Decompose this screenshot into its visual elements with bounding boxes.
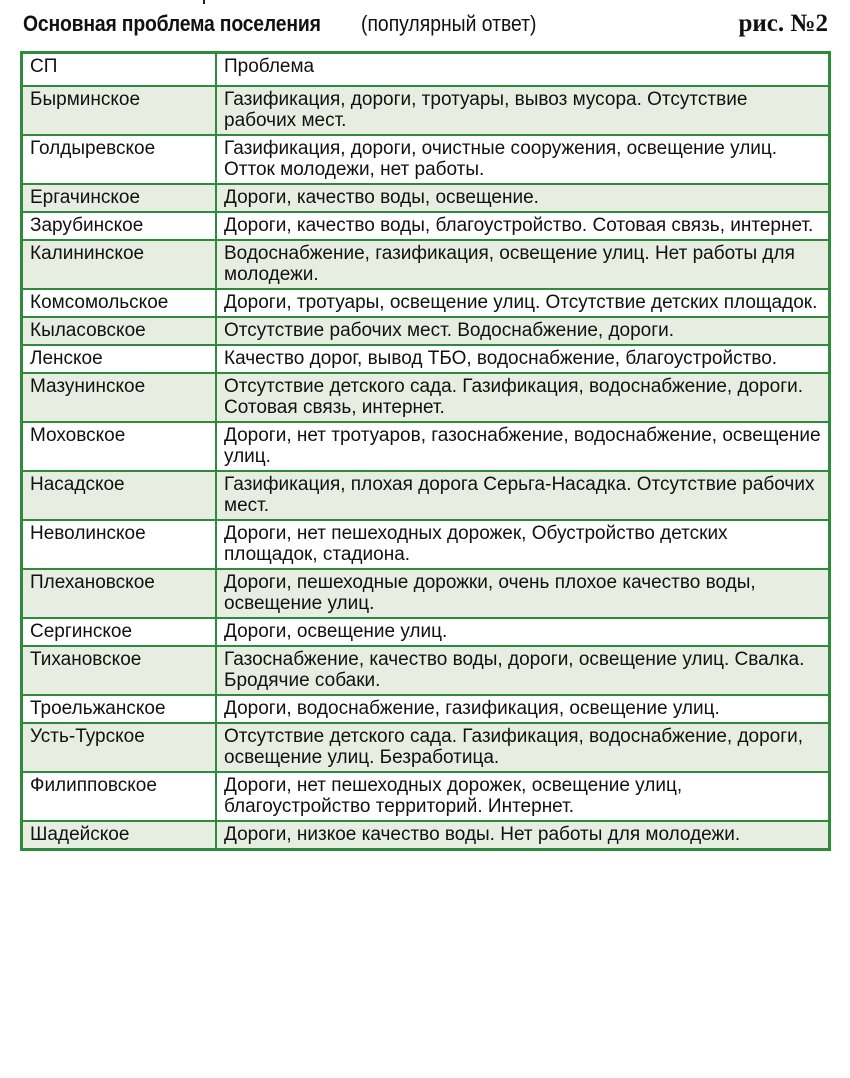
table-row: [22, 240, 830, 289]
problem-cell: Отсутствие детского сада. Газификация, водоснабжение, дороги. Сотовая связь, интернет.: [216, 373, 830, 422]
table-row: [22, 520, 830, 569]
table-row: [22, 772, 830, 821]
table-row: [22, 317, 830, 345]
table-row: [22, 821, 830, 850]
problems-table: [20, 51, 831, 851]
settlement-name-cell: Голдыревское: [22, 135, 217, 184]
settlement-name-cell: Ленское: [22, 345, 217, 373]
problem-cell: Дороги, низкое качество воды. Нет работы для молодежи.: [216, 821, 830, 850]
settlement-name-cell: Бырминское: [22, 86, 217, 135]
settlement-name-cell: Неволинское: [22, 520, 217, 569]
problem-cell: Качество дорог, вывод ТБО, водоснабжение, благоустройство.: [216, 345, 830, 373]
settlement-name-cell: Зарубинское: [22, 212, 217, 240]
table-row: [22, 345, 830, 373]
title-bold: Основная проблема поселения: [23, 11, 321, 36]
table-row: [22, 646, 830, 695]
settlement-name-cell: Мазунинское: [22, 373, 217, 422]
table-row: [22, 569, 830, 618]
table-row: [22, 618, 830, 646]
settlement-name-cell: Моховское: [22, 422, 217, 471]
problem-cell: Газификация, плохая дорога Серьга-Насадка. Отсутствие рабочих мест.: [216, 471, 830, 520]
title-subtitle: (популярный ответ): [361, 11, 537, 36]
table-row: [22, 373, 830, 422]
settlement-name-cell: Троельжанское: [22, 695, 217, 723]
problem-cell: Газификация, дороги, очистные сооружения, освещение улиц. Отток молодежи, нет работы.: [216, 135, 830, 184]
table-row: [22, 422, 830, 471]
table-row: [22, 86, 830, 135]
figure-label: рис. №2: [738, 10, 828, 37]
problem-cell: Дороги, нет тротуаров, газоснабжение, водоснабжение, освещение улиц.: [216, 422, 830, 471]
problem-cell: Отсутствие детского сада. Газификация, водоснабжение, дороги, освещение улиц. Безработица.: [216, 723, 830, 772]
settlement-name-cell: Тихановское: [22, 646, 217, 695]
settlement-name-cell: Усть-Турское: [22, 723, 217, 772]
settlement-name-cell: Сергинское: [22, 618, 217, 646]
table-row: [22, 289, 830, 317]
table-header-row: [22, 53, 830, 87]
column-header-sp: СП: [22, 53, 217, 87]
table-row: [22, 184, 830, 212]
table-row: [22, 212, 830, 240]
problem-cell: Газоснабжение, качество воды, дороги, освещение улиц. Свалка. Бродячие собаки.: [216, 646, 830, 695]
problem-cell: Дороги, нет пешеходных дорожек, освещение улиц, благоустройство территорий. Интернет.: [216, 772, 830, 821]
figure-header: [23, 10, 828, 44]
settlement-name-cell: Комсомольское: [22, 289, 217, 317]
settlement-name-cell: Ергачинское: [22, 184, 217, 212]
problem-cell: Дороги, нет пешеходных дорожек, Обустройство детских площадок, стадиона.: [216, 520, 830, 569]
table-row: [22, 471, 830, 520]
settlement-name-cell: Шадейское: [22, 821, 217, 850]
problem-cell: Дороги, качество воды, благоустройство. Сотовая связь, интернет.: [216, 212, 830, 240]
problem-cell: Дороги, тротуары, освещение улиц. Отсутствие детских площадок.: [216, 289, 830, 317]
problem-cell: Отсутствие рабочих мест. Водоснабжение, дороги.: [216, 317, 830, 345]
table-row: [22, 723, 830, 772]
top-edge-mark: [203, 0, 205, 4]
figure-title: [23, 11, 561, 37]
settlement-name-cell: Насадское: [22, 471, 217, 520]
problem-cell: Газификация, дороги, тротуары, вывоз мусора. Отсутствие рабочих мест.: [216, 86, 830, 135]
table-row: [22, 695, 830, 723]
settlement-name-cell: Калининское: [22, 240, 217, 289]
problem-cell: Дороги, освещение улиц.: [216, 618, 830, 646]
problem-cell: Дороги, пешеходные дорожки, очень плохое качество воды, освещение улиц.: [216, 569, 830, 618]
settlement-name-cell: Филипповское: [22, 772, 217, 821]
table-row: [22, 135, 830, 184]
column-header-problem: Проблема: [216, 53, 830, 87]
problem-cell: Дороги, качество воды, освещение.: [216, 184, 830, 212]
problem-cell: Водоснабжение, газификация, освещение улиц. Нет работы для молодежи.: [216, 240, 830, 289]
problem-cell: Дороги, водоснабжение, газификация, освещение улиц.: [216, 695, 830, 723]
settlement-name-cell: Кыласовское: [22, 317, 217, 345]
settlement-name-cell: Плехановское: [22, 569, 217, 618]
